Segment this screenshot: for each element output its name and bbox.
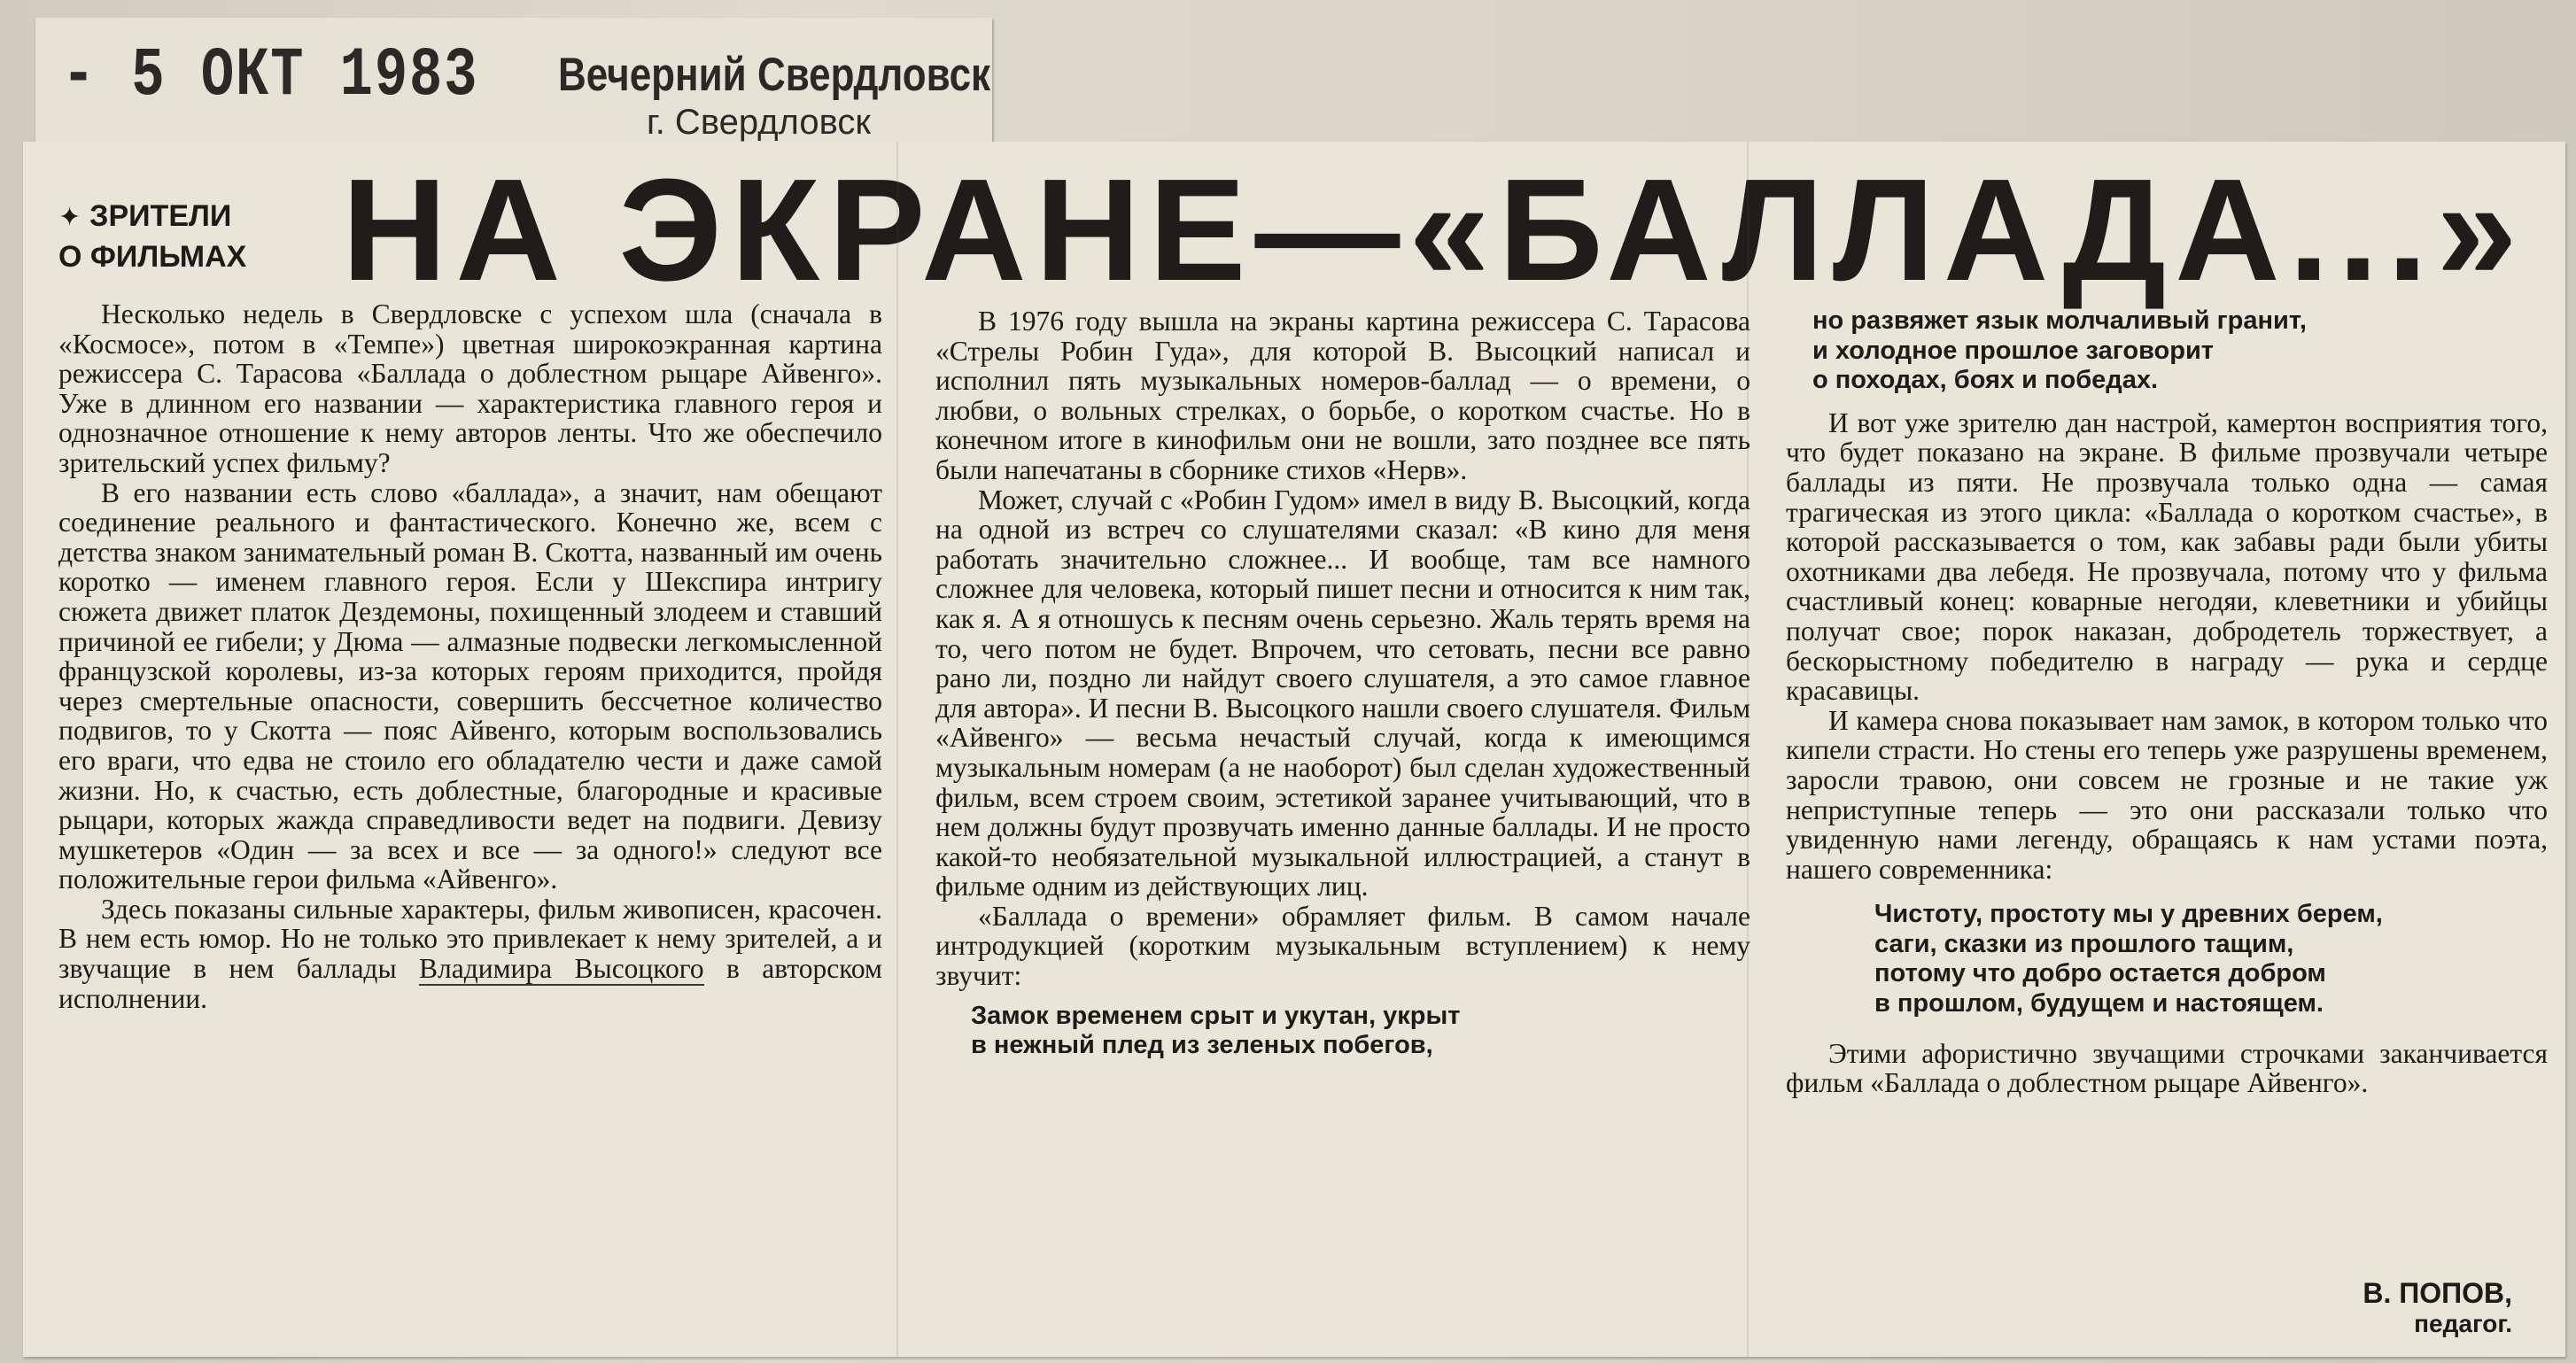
- poem-excerpt-1: [971, 1002, 1750, 1061]
- paragraph-text: в авторском исполнении.: [58, 953, 882, 1014]
- poem-line: но развяжет язык молчаливый гранит,: [1812, 306, 2307, 335]
- author-name: В. ПОПОВ,: [2363, 1277, 2512, 1309]
- underlined-name: Владимира Высоцкого: [419, 953, 704, 985]
- article: [23, 142, 2565, 1357]
- rubric-line-2: О ФИЛЬМАХ: [58, 240, 247, 274]
- paragraph: Несколько недель в Свердловске с успехом шла (сначала в «Космосе», потом в «Темпе») цветная широкоэкранная картина режиссера С. Тарасова «Баллада о доблестном рыцаре Айвенго». Уже в длинном его названии — характеристика главного героя и однозначное отношение к нему авторов ленты. Что же обеспечило зрительский успех фильму?: [58, 298, 882, 478]
- column-3: [1786, 306, 2548, 1098]
- paragraph: Может, случай с «Робин Гудом» имел в виду В. Высоцкий, когда на одной из встреч со слушателями сказал: «В кино для меня работать значительно сложнее... И вообще, там все намного сложнее для человека, который пишет песни и относится к ним так, как я. А я отношусь к песням очень серьезно. Жаль терять время на то, чего потом не будет. Впрочем, что сетовать, песни все равно рано ли, поздно ли найдут своего слушателя, а это самое главное для автора». И песни В. Высоцкого нашли своего слушателя. Фильм «Айвенго» — весьма нечастый случай, когда к имеющимся музыкальным номерам (а не наоборот) был сделан художественный фильм, всем строем своим, эстетикой заранее учитывающий, что в нем должны будут прозвучать именно данные баллады. И не просто какой-то необязательной музыкальной иллюстрацией, а станут в фильме одним из действующих лиц.: [935, 484, 1750, 902]
- date-stamp: - 5 ОКТ 1983: [62, 36, 479, 115]
- column-rule: [1747, 142, 1749, 1357]
- paragraph: «Баллада о времени» обрамляет фильм. В самом начале интродукцией (коротким музыкальным вступлением) к нему звучит:: [935, 900, 1750, 992]
- author-role: педагог.: [2414, 1310, 2512, 1337]
- poem-line: в нежный плед из зеленых побегов,: [971, 1031, 1433, 1060]
- column-1: [58, 299, 882, 1013]
- poem-line: и холодное прошлое заговорит: [1812, 336, 2215, 365]
- rubric: [58, 197, 246, 276]
- column-2: [935, 306, 1750, 1061]
- paragraph: [58, 894, 882, 1013]
- newspaper-name: Вечерний Свердловск: [558, 49, 991, 101]
- rubric-line-1: ЗРИТЕЛИ: [89, 199, 232, 233]
- poem-line: Чистоту, простоту мы у древних берем,: [1874, 900, 2383, 929]
- poem-line: потому что добро остается добром: [1874, 959, 2326, 988]
- clipping-header: [35, 18, 992, 151]
- paragraph: В 1976 году вышла на экраны картина режиссера С. Тарасова «Стрелы Робин Гуда», для которой В. Высоцкий написал и исполнил пять музыкальных номеров-баллад — о времени, о любви, о вольных стрелках, о борьбе, о коротком счастье. Но в конечном итоге в кинофильм они не вошли, зато позднее все пять были напечатаны в сборнике стихов «Нерв».: [935, 306, 1750, 485]
- poem-excerpt-2: [1874, 900, 2548, 1018]
- paragraph: В его названии есть слово «баллада», а значит, нам обещают соединение реального и фантастического. Конечно же, всем с детства знаком занимательный роман В. Скотта, названный им очень коротко — именем главного героя. Если у Шекспира интригу сюжета движет платок Дездемоны, похищенный злодеем и ставший причиной ее гибели; у Дюма — алмазные подвески легкомысленной французской королевы, из-за которых героям приходится, пройдя через смертельные опасности, совершить бессчетное количество подвигов, то у Скотта — пояс Айвенго, которым воспользовались его враги, что едва не стоило его обладателю чести и даже самой жизни. Но, к счастью, есть доблестные, благородные и красивые рыцари, которых жажда справедливости ведет на подвиги. Девизу мушкетеров «Один — за всех и все — за одного!» следуют все положительные герои фильма «Айвенго».: [58, 476, 882, 895]
- paragraph: И камера снова показывает нам замок, в котором только что кипели страсти. Но стены его теперь уже разрушены временем, заросли травою, они совсем не грозные и не такие уж неприступные теперь — это они рассказали только что увиденную нами легенду, обращаясь к нам устами поэта, нашего современника:: [1786, 704, 2548, 885]
- poem-line: саги, сказки из прошлого тащим,: [1874, 929, 2294, 958]
- paragraph: И вот уже зрителю дан настрой, камертон восприятия того, что будет показано на экране. В фильме прозвучали четыре баллады из пяти. Не прозвучала только одна — самая трагическая из этого цикла: «Баллада о коротком счастье», в которой рассказывается о том, как забавы ради были убиты охотниками два лебедя. Не прозвучала, потому что у фильма счастливый конец: коварные негодяи, клеветники и убийцы получат свое; порок наказан, добродетель торжествует, а бескорыстному победителю в награду — рука и сердце красавицы.: [1786, 407, 2548, 707]
- poem-line: Замок временем срыт и укутан, укрыт: [971, 1001, 1461, 1030]
- poem-excerpt-1-continued: [1812, 306, 2548, 396]
- column-rule: [896, 142, 898, 1357]
- author-signature: [2363, 1277, 2512, 1339]
- poem-line: о походах, боях и победах.: [1812, 366, 2159, 395]
- star-bullet-icon: ✦: [58, 203, 81, 232]
- paragraph-text: Здесь показаны сильные характеры, фильм живописен, красочен. В нем есть юмор. Но не только это привлекает к нему зрителей, а и звучащие в нем баллады: [58, 893, 882, 985]
- newspaper-city: г. Свердловск: [647, 103, 871, 142]
- paragraph: Этими афористично звучащими строчками заканчивается фильм «Баллада о доблестном рыцаре Айвенго».: [1786, 1037, 2548, 1099]
- headline: НА ЭКРАНЕ—«БАЛЛАДА...»: [342, 149, 2526, 311]
- poem-line: в прошлом, будущем и настоящем.: [1874, 989, 2324, 1018]
